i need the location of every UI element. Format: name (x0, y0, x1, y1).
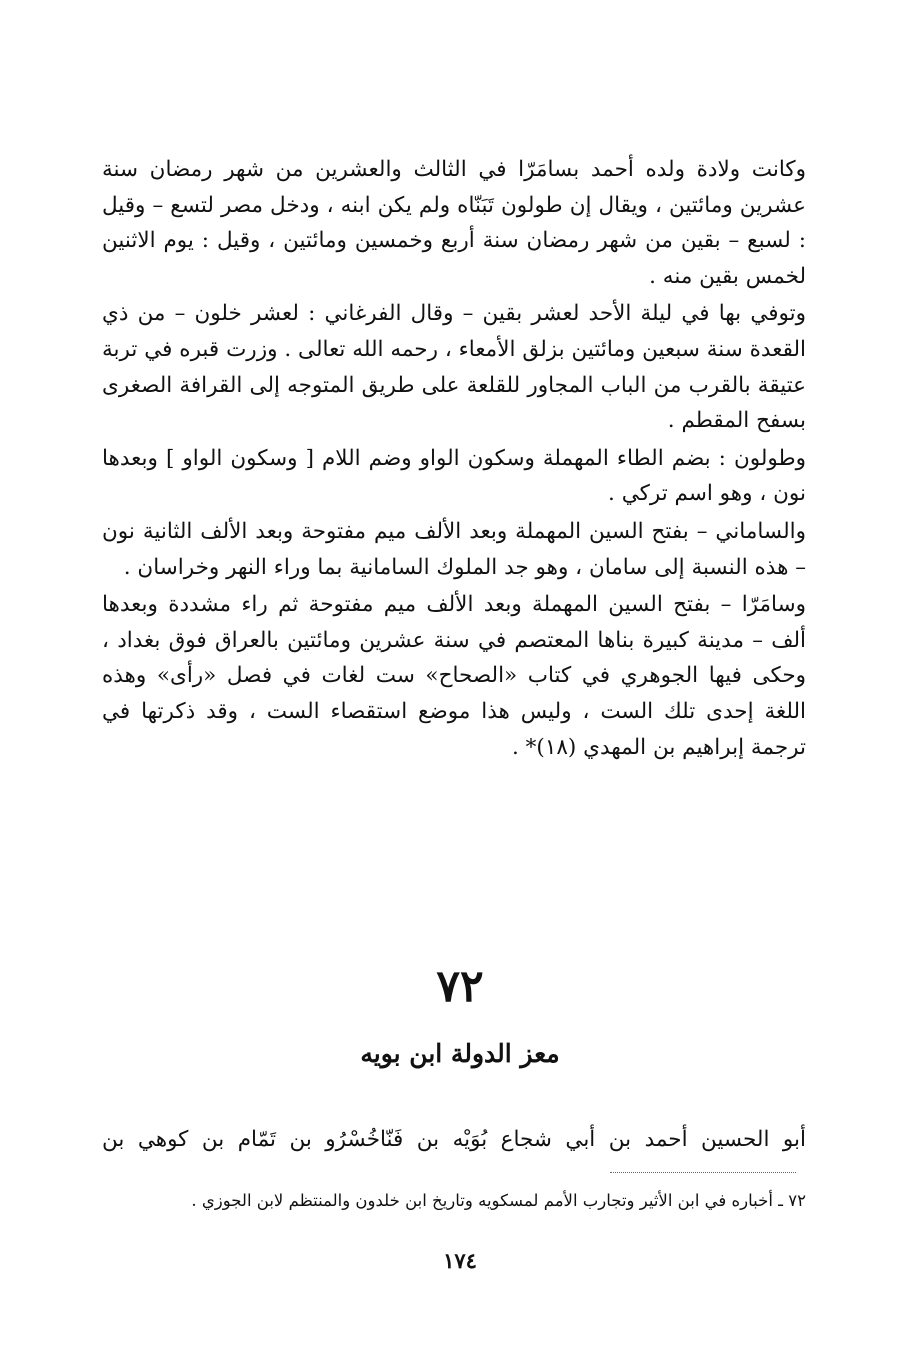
paragraph-samarra-spelling: وسامَرّا – بفتح السين المهملة وبعد الألف ميم مفتوحة ثم راء مشددة وبعدها ألف – مدينة كبيرة بناها المعتصم في سنة عشرين ومائتين بالعراق فوق بغداد ، وحكى فيها الجوهري في كتاب «الصحاح» ست لغات في فصل «رأى» وهذه اللغة إحدى تلك الست ، وليس هذا موضع استقصاء الست ، وقد ذكرتها في ترجمة إبراهيم بن المهدي (١٨)* . (102, 592, 806, 760)
paragraph-death: وتوفي بها في ليلة الأحد لعشر بقين – وقال الفرغاني : لعشر خلون – من ذي القعدة سنة سبعين ومائتين بزلق الأمعاء ، رحمه الله تعالى . وزرت قبره في تربة عتيقة بالقرب من الباب المجاور للقلعة على طريق المتوجه إلى القرافة الصغرى بسفح المقطم . (102, 301, 806, 434)
footnote: ٧٢ ـ أخباره في ابن الأثير وتجارب الأمم لمسكويه وتاريخ ابن خلدون والمنتظم لابن الجوزي . (191, 1191, 806, 1210)
paragraph-samani-spelling: والساماني – بفتح السين المهملة وبعد الألف ميم مفتوحة وبعد الألف الثانية نون – هذه النسبة إلى سامان ، وهو جد الملوك السامانية بما وراء النهر وخراسان . (102, 518, 806, 580)
chapter-opening-line: أبو الحسين أحمد بن أبي شجاع بُوَيْه بن فَنّاخُسْرُو بن تَمّام بن كوهي بن (102, 1127, 806, 1152)
chapter-number: ٧٢ (436, 961, 484, 1012)
paragraph-tulun-spelling: وطولون : بضم الطاء المهملة وسكون الواو وضم اللام [ وسكون الواو ] وبعدها نون ، وهو اسم تركي . (102, 445, 806, 507)
chapter-title: معز الدولة ابن بويه (360, 1039, 560, 1068)
main-text-block (102, 152, 806, 765)
paragraph-birth: وكانت ولادة ولده أحمد بسامَرّا في الثالث والعشرين من شهر رمضان سنة عشرين ومائتين ، ويقال إن طولون تَبَنّاه ولم يكن ابنه ، ودخل مصر لتسع – وقيل : لسبع – بقين من شهر رمضان سنة أربع وخمسين ومائتين ، وقيل : يوم الاثنين لخمس بقين منه . (102, 157, 806, 289)
page-number: ١٧٤ (443, 1248, 477, 1273)
footnote-divider (610, 1172, 796, 1173)
